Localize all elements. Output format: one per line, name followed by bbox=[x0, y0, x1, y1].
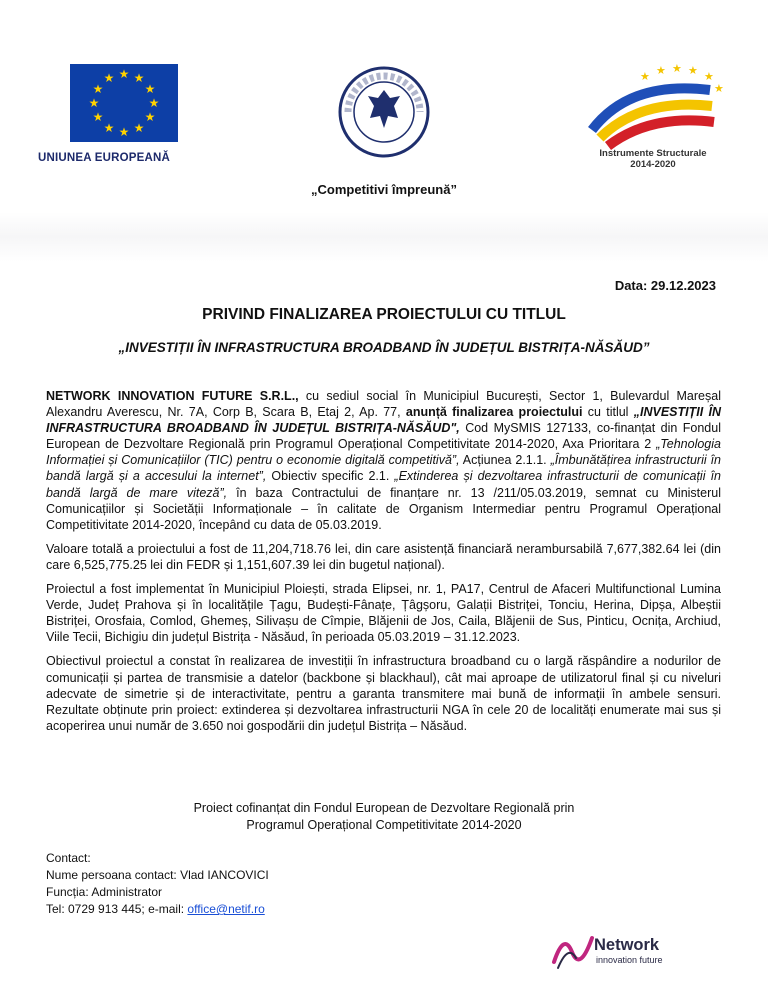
specific-objective: „Extinderea și dezvoltarea infrastructurii de comunicații în bandă largă de mare viteză”, bbox=[46, 469, 722, 500]
svg-text:★: ★ bbox=[133, 121, 145, 135]
document-date: Data: 29.12.2023 bbox=[614, 278, 716, 293]
svg-text:★: ★ bbox=[118, 125, 130, 139]
network-logo-tagline: innovation future bbox=[596, 955, 663, 965]
cofin-line1: Proiect cofinanțat din Fondul European de Dezvoltare Regională prin bbox=[193, 801, 575, 815]
svg-text:★: ★ bbox=[144, 82, 156, 96]
is-label-line2: 2014-2020 bbox=[630, 159, 676, 170]
priority-axis: „Tehnologia Informației și Comunicațiilor (TIC) pentru o economie digitală competitivă”, bbox=[46, 437, 721, 468]
contact-phone-email bbox=[46, 901, 269, 918]
is-label-line1: Instrumente Structurale bbox=[599, 148, 707, 159]
header-divider-band bbox=[0, 212, 768, 262]
structural-instruments-label bbox=[588, 148, 718, 170]
svg-text:★: ★ bbox=[144, 110, 156, 124]
svg-text:★: ★ bbox=[103, 71, 115, 85]
contact-name: Nume persoana contact: Vlad IANCOVICI bbox=[46, 868, 269, 882]
p1-text-4: Acțiunea 2.1.1. bbox=[459, 453, 551, 468]
eu-flag-icon bbox=[70, 64, 178, 142]
contact-block bbox=[46, 850, 269, 918]
eu-label: UNIUNEA EUROPEANĂ bbox=[38, 152, 171, 164]
svg-text:★: ★ bbox=[704, 71, 714, 83]
svg-text:★: ★ bbox=[92, 82, 104, 96]
cofin-line2: Programul Operațional Competitivitate 2014-2020 bbox=[246, 818, 522, 832]
svg-text:★: ★ bbox=[133, 71, 145, 85]
network-logo-name: Network bbox=[594, 936, 660, 954]
motto: „Competitivi împreună” bbox=[311, 182, 457, 197]
svg-text:★: ★ bbox=[672, 63, 682, 75]
document-body bbox=[46, 388, 721, 742]
announce-phrase: anunță finalizarea proiectului bbox=[405, 405, 583, 420]
p1-text-6: în baza Contractului de finanțare nr. 13 /211/05.03.2019, semnat cu Ministerul Comunicațiilor și Societății Informaționale – în calitate de Organism Intermediar pentru Programul Operațional Competitivitate 2014-2020, începând cu data de 05.03.2019. bbox=[46, 485, 721, 532]
p1-text-2: cu titlul bbox=[582, 405, 634, 420]
svg-text:★: ★ bbox=[688, 65, 698, 77]
email-link[interactable]: office@netif.ro bbox=[187, 902, 265, 916]
document-title: PRIVIND FINALIZAREA PROIECTULUI CU TITLUL bbox=[202, 306, 566, 323]
svg-text:★: ★ bbox=[103, 121, 115, 135]
paragraph-value: Valoare totală a proiectului a fost de 11,204,718.76 lei, din care asistență financiară nerambursabilă 7,677,382.64 lei (din care 6,525,775.25 lei din FEDR și 1,151,607.39 lei din bugetul național). bbox=[46, 541, 721, 572]
project-title-inline: „INVESTIȚII ÎN INFRASTRUCTURA BROADBAND ÎN JUDEȚUL BISTRIȚA-NĂSĂUD", bbox=[46, 405, 721, 436]
svg-text:★: ★ bbox=[656, 65, 666, 77]
company-name: NETWORK INNOVATION FUTURE S.R.L., bbox=[46, 389, 299, 403]
svg-text:★: ★ bbox=[92, 110, 104, 124]
cofinancing-note bbox=[0, 800, 768, 834]
paragraph-objective: Obiectivul proiectul a constat în realizarea de investiții în infrastructura broadband cu o largă răspândire a nodurilor de comunicații și partea de transmisie a datelor (backbone și blackhaul), cât mai aproape de utilizatorul final și cu niveluri adecvate de simetrie și de interactivitate, pentru a garanta transmitere mai bună de informații în ambele sensuri. Rezultate obținute prin proiect: extinderea și dezvoltarea infrastructurii NGA în cele 20 de localități enumerate mai sus și acoperirea unui număr de 3.650 noi gospodării din județul Bistrița – Năsăud. bbox=[46, 654, 721, 733]
p1-text-3: Cod MySMIS 127133, co-finanțat din Fondul European de Dezvoltare Regională prin Programul Operațional Competitivitate 2014-2020, Axa Prioritara 2 bbox=[46, 421, 721, 452]
paragraph-announcement bbox=[46, 388, 721, 533]
p1-text-1: cu sediul social în Municipiul București, Sector 1, Bulevardul Mareșal Alexandru Averescu, Nr. 7A, Corp B, Scara B, Etaj 2, Ap. 77, bbox=[46, 389, 721, 420]
svg-text:★: ★ bbox=[640, 71, 650, 83]
government-seal-icon bbox=[338, 66, 430, 158]
action-name: „Îmbunătățirea infrastructurii în bandă largă și a accesului la internet”, bbox=[46, 453, 722, 484]
svg-text:★: ★ bbox=[714, 83, 724, 95]
p1-text-5: Obiectiv specific 2.1. bbox=[266, 469, 395, 484]
contact-heading: Contact: bbox=[46, 851, 91, 865]
svg-text:★: ★ bbox=[148, 96, 160, 110]
contact-phone: Tel: 0729 913 445; e-mail: bbox=[46, 902, 188, 916]
eu-logo bbox=[38, 64, 210, 164]
svg-text:★: ★ bbox=[88, 96, 100, 110]
network-logo-icon bbox=[550, 928, 596, 974]
svg-text:★: ★ bbox=[118, 67, 130, 81]
contact-role: Funcția: Administrator bbox=[46, 885, 163, 899]
project-title: „INVESTIȚII ÎN INFRASTRUCTURA BROADBAND ÎN JUDEȚUL BISTRIȚA-NĂSĂUD” bbox=[118, 340, 650, 355]
paragraph-implementation: Proiectul a fost implementat în Municipiul Ploiești, strada Elipsei, nr. 1, PA17, Centrul de Afaceri Multifunctional Lumina Verde, Județ Prahova și în localitățile Țagu, Budești-Fânațe, Țâgșoru, Galații Bistriței, Tonciu, Herina, Dipșa, Albeștii Bistriței, Orosfaia, Comlod, Ghemeș, Silivașu de Cîmpie, Blăjenii de Jos, Caila, Blăjenii de Sus, Pinticu, Ocnița, Archiud, Viile Tecii, Bichigiu din județul Bistrița - Năsăud, în perioada 05.03.2019 – 31.12.2023. bbox=[46, 582, 721, 645]
